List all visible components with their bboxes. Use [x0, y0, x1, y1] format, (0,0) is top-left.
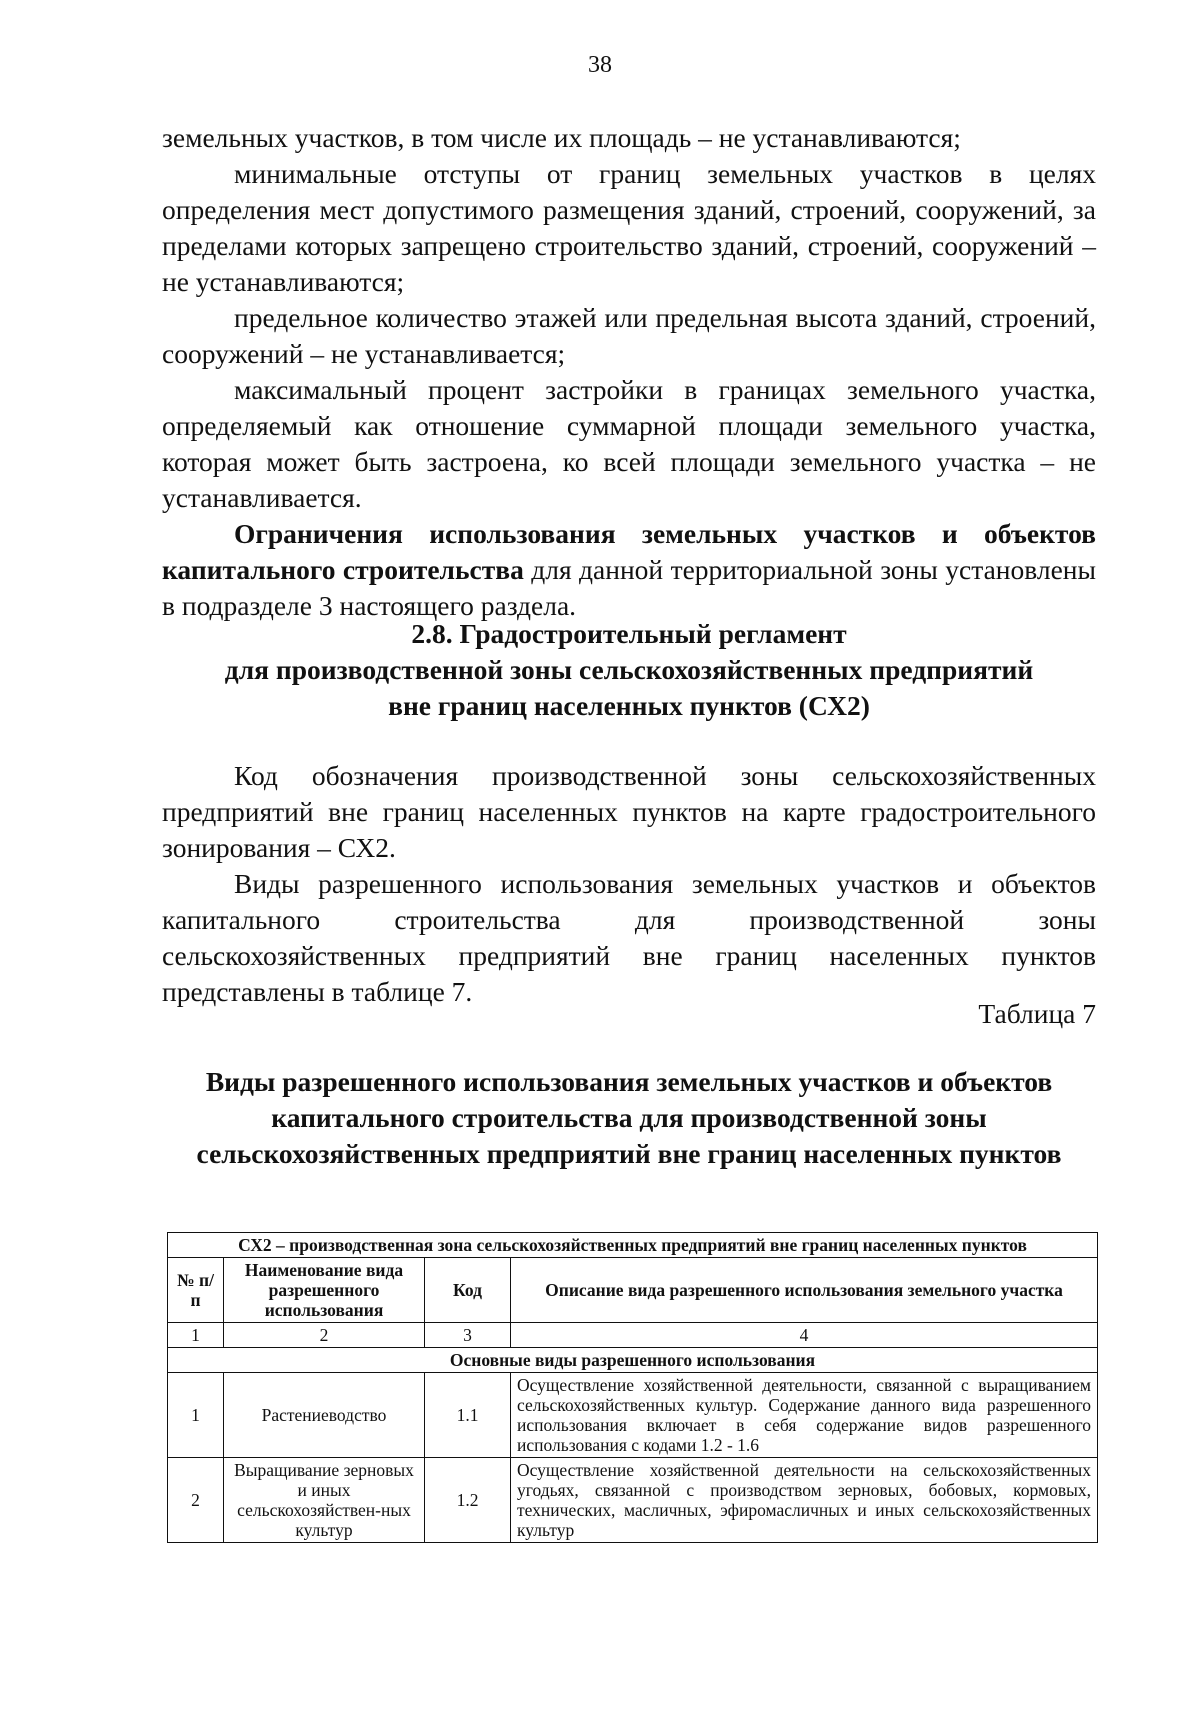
column-number-row [168, 1323, 1098, 1348]
page-number: 38 [588, 52, 612, 78]
table-label: Таблица 7 [978, 998, 1096, 1029]
restrictions-rest: для данной территориальной зоны установлены в подразделе 3 настоящего раздела. [162, 554, 1096, 621]
header-use-name: Наименование вида разрешенного использования [224, 1258, 425, 1323]
land-use-table [167, 1232, 1098, 1543]
row-description: Осуществление хозяйственной деятельности, связанной с выращиванием сельскохозяйственных культур. Содержание данного вида разрешенного использования включает в себя содержание видов разрешенного использования с кодами 1.2 - 1.6 [511, 1373, 1098, 1458]
paragraph-plot-area: земельных участков, в том числе их площадь – не устанавливаются; [162, 122, 961, 153]
column-number: 4 [511, 1323, 1098, 1348]
table-row [168, 1373, 1098, 1458]
paragraph-table-reference: Виды разрешенного использования земельных участков и объектов капитального строительства для производственной зоны сельскохозяйственных предприятий вне границ населенных пунктов представлены в таблице 7. [162, 868, 1096, 1007]
paragraph-coverage: максимальный процент застройки в границах земельного участка, определяемый как отношение суммарной площади земельного участка, которая может быть застроена, ко всей площади земельного участка – не устанавливается. [162, 374, 1096, 513]
row-description: Осуществление хозяйственной деятельности на сельскохозяйственных угодьях, связанной с производством зерновых, бобовых, кормовых, технических, масличных, эфиромасличных и иных сельскохозяйственных культур [511, 1458, 1098, 1543]
table-title [150, 1064, 1108, 1172]
row-code: 1.1 [425, 1373, 511, 1458]
column-number: 2 [224, 1323, 425, 1348]
column-number: 3 [425, 1323, 511, 1348]
table-header-row [168, 1258, 1098, 1323]
section-heading [162, 616, 1096, 724]
paragraph-zone-code: Код обозначения производственной зоны сельскохозяйственных предприятий вне границ населенных пунктов на карте градостроительного зонирования – СХ2. [162, 760, 1096, 863]
section-heading-line3: вне границ населенных пунктов (СХ2) [388, 690, 870, 721]
header-number: № п/п [168, 1258, 224, 1323]
column-number: 1 [168, 1323, 224, 1348]
row-use-name: Растениеводство [224, 1373, 425, 1458]
table-caption: СХ2 – производственная зона сельскохозяйственных предприятий вне границ населенных пунктов [168, 1233, 1098, 1258]
group-title: Основные виды разрешенного использования [168, 1348, 1098, 1373]
header-code: Код [425, 1258, 511, 1323]
row-code: 1.2 [425, 1458, 511, 1543]
section-heading-line1: 2.8. Градостроительный регламент [411, 618, 847, 649]
table-title-line1: Виды разрешенного использования земельных участков и объектов [205, 1066, 1053, 1097]
table-caption-row [168, 1233, 1098, 1258]
row-number: 1 [168, 1373, 224, 1458]
paragraph-restrictions [162, 516, 1096, 624]
row-use-name: Выращивание зерновых и иных сельскохозяйствен-ных культур [224, 1458, 425, 1543]
table-title-line3: сельскохозяйственных предприятий вне границ населенных пунктов [196, 1138, 1062, 1169]
paragraph-floors: предельное количество этажей или предельная высота зданий, строений, сооружений – не устанавливается; [162, 302, 1096, 369]
table-row [168, 1458, 1098, 1543]
row-number: 2 [168, 1458, 224, 1543]
group-row [168, 1348, 1098, 1373]
table-title-line2: капитального строительства для производственной зоны [271, 1102, 987, 1133]
zone-description [162, 758, 1096, 1010]
section-heading-line2: для производственной зоны сельскохозяйственных предприятий [224, 654, 1034, 685]
paragraph-setbacks: минимальные отступы от границ земельных участков в целях определения мест допустимого размещения зданий, строений, сооружений, за пределами которых запрещено строительство зданий, строений, сооружений – не устанавливаются; [162, 158, 1096, 297]
restrictions-bold: Ограничения использования земельных участков и объектов капитального строительства [162, 518, 1096, 585]
regulation-parameters [162, 120, 1096, 624]
header-description: Описание вида разрешенного использования земельного участка [511, 1258, 1098, 1323]
